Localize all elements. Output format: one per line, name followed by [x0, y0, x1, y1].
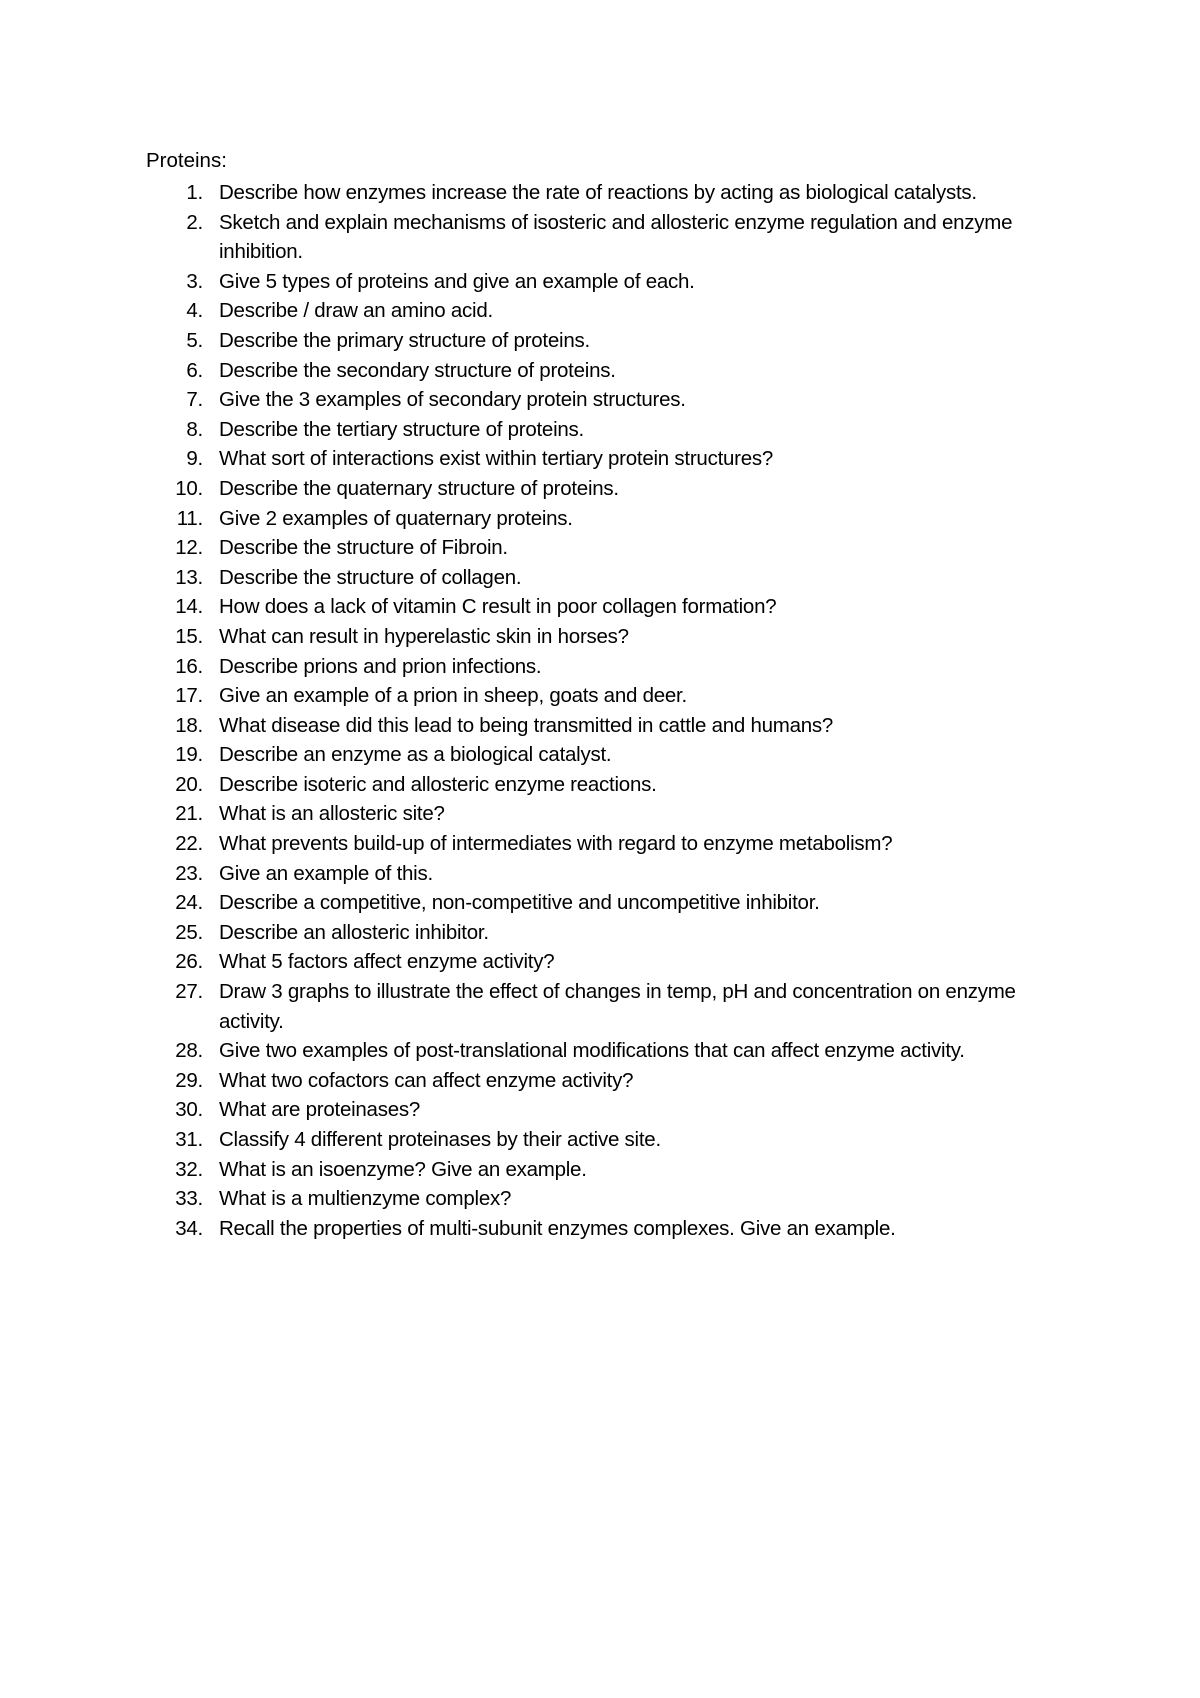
question-text: Give 5 types of proteins and give an example of each.	[219, 269, 695, 293]
question-text: Draw 3 graphs to illustrate the effect of changes in temp, pH and concentration on enzyme activity.	[219, 980, 1016, 1033]
question-text: Describe the tertiary structure of proteins.	[219, 417, 584, 441]
question-item	[146, 711, 1076, 741]
question-number: 31.	[175, 1128, 203, 1151]
question-item	[146, 770, 1076, 800]
question-item	[146, 356, 1076, 386]
question-number: 13.	[175, 565, 203, 589]
question-text: What disease did this lead to being transmitted in cattle and humans?	[219, 713, 834, 737]
question-item	[146, 444, 1076, 474]
question-number: 2.	[186, 210, 203, 234]
question-number: 18.	[175, 713, 203, 737]
question-item	[146, 296, 1076, 326]
question-number: 25.	[175, 920, 203, 944]
question-item	[146, 563, 1076, 593]
question-item	[146, 415, 1076, 445]
question-text: Give an example of a prion in sheep, goats and deer.	[219, 684, 687, 708]
question-item	[146, 474, 1076, 504]
question-item	[146, 592, 1076, 622]
question-number: 11.	[176, 506, 203, 530]
question-text: Describe isoteric and allosteric enzyme reactions.	[219, 772, 657, 796]
question-number: 21.	[175, 802, 203, 826]
question-text: Describe how enzymes increase the rate of reactions by acting as biological catalysts.	[219, 181, 977, 204]
question-text: Give the 3 examples of secondary protein structures.	[219, 388, 686, 412]
question-item	[146, 681, 1076, 711]
question-item	[146, 888, 1076, 918]
question-item	[146, 652, 1076, 682]
question-text: What two cofactors can affect enzyme activity?	[219, 1068, 634, 1092]
question-text: Recall the properties of multi-subunit enzymes complexes. Give an example.	[219, 1216, 896, 1240]
question-number: 6.	[186, 358, 203, 382]
question-text: What is a multienzyme complex?	[219, 1187, 512, 1211]
question-number: 29.	[175, 1068, 203, 1092]
question-item	[146, 385, 1076, 415]
question-text: Classify 4 different proteinases by their active site.	[219, 1128, 661, 1151]
question-text: Describe the structure of collagen.	[219, 565, 522, 589]
question-item	[146, 1066, 1076, 1096]
question-text: Describe the primary structure of proteins.	[219, 328, 590, 352]
question-number: 5.	[186, 328, 203, 352]
question-text: Describe an allosteric inhibitor.	[219, 920, 489, 944]
question-item	[146, 1036, 1076, 1066]
question-number: 19.	[175, 743, 203, 767]
question-number: 24.	[175, 891, 203, 915]
question-item	[146, 1095, 1076, 1125]
question-item	[146, 918, 1076, 948]
question-number: 15.	[175, 624, 203, 648]
question-number: 34.	[175, 1216, 203, 1240]
question-item	[146, 533, 1076, 563]
question-number: 9.	[186, 447, 203, 471]
question-text: What 5 factors affect enzyme activity?	[219, 950, 555, 974]
question-item	[146, 947, 1076, 977]
question-text: What are proteinases?	[219, 1098, 421, 1122]
question-text: Describe the structure of Fibroin.	[219, 536, 508, 560]
question-item	[146, 267, 1076, 297]
question-item	[146, 1155, 1076, 1185]
question-item	[146, 504, 1076, 534]
question-item	[146, 208, 1076, 267]
question-number: 8.	[186, 417, 203, 441]
question-item	[146, 829, 1076, 859]
question-text: Give two examples of post-translational modifications that can affect enzyme activity.	[219, 1039, 965, 1063]
question-item	[146, 178, 1076, 208]
question-text: Describe the secondary structure of proteins.	[219, 358, 616, 382]
question-item	[146, 859, 1076, 889]
question-item	[146, 622, 1076, 652]
question-number: 7.	[186, 388, 203, 412]
question-text: Describe the quaternary structure of proteins.	[219, 476, 619, 500]
question-number: 22.	[175, 832, 203, 856]
question-text: What is an isoenzyme? Give an example.	[219, 1157, 587, 1181]
question-number: 14.	[175, 595, 203, 619]
question-text: What is an allosteric site?	[219, 802, 445, 826]
question-text: What sort of interactions exist within tertiary protein structures?	[219, 447, 774, 471]
question-item	[146, 1125, 1076, 1155]
question-number: 23.	[175, 861, 203, 885]
question-item	[146, 1184, 1076, 1214]
question-text: What can result in hyperelastic skin in horses?	[219, 624, 629, 648]
question-list	[146, 178, 1076, 1243]
question-text: Describe / draw an amino acid.	[219, 299, 493, 323]
question-text: Give an example of this.	[219, 861, 433, 885]
question-number: 32.	[175, 1157, 203, 1181]
question-text: What prevents build-up of intermediates with regard to enzyme metabolism?	[219, 832, 893, 856]
question-item	[146, 740, 1076, 770]
question-text: Describe a competitive, non-competitive and uncompetitive inhibitor.	[219, 891, 820, 915]
question-number: 17.	[175, 684, 203, 708]
question-number: 27.	[175, 980, 203, 1004]
question-number: 16.	[175, 654, 203, 678]
question-number: 26.	[175, 950, 203, 974]
question-number: 1.	[186, 181, 203, 204]
question-number: 4.	[186, 299, 203, 323]
question-number: 12.	[175, 536, 203, 560]
question-text: Describe an enzyme as a biological catalyst.	[219, 743, 612, 767]
question-item	[146, 1214, 1076, 1244]
question-text: Give 2 examples of quaternary proteins.	[219, 506, 573, 530]
question-item	[146, 326, 1076, 356]
question-text: How does a lack of vitamin C result in poor collagen formation?	[219, 595, 777, 619]
question-number: 30.	[175, 1098, 203, 1122]
question-number: 28.	[175, 1039, 203, 1063]
question-number: 20.	[175, 772, 203, 796]
question-number: 10.	[175, 476, 203, 500]
question-text: Describe prions and prion infections.	[219, 654, 542, 678]
document-title: Proteins:	[146, 149, 227, 172]
question-text: Sketch and explain mechanisms of isosteric and allosteric enzyme regulation and enzyme inhibition.	[219, 210, 1013, 264]
question-item	[146, 977, 1076, 1036]
question-item	[146, 799, 1076, 829]
question-number: 33.	[175, 1187, 203, 1211]
question-number: 3.	[186, 269, 203, 293]
